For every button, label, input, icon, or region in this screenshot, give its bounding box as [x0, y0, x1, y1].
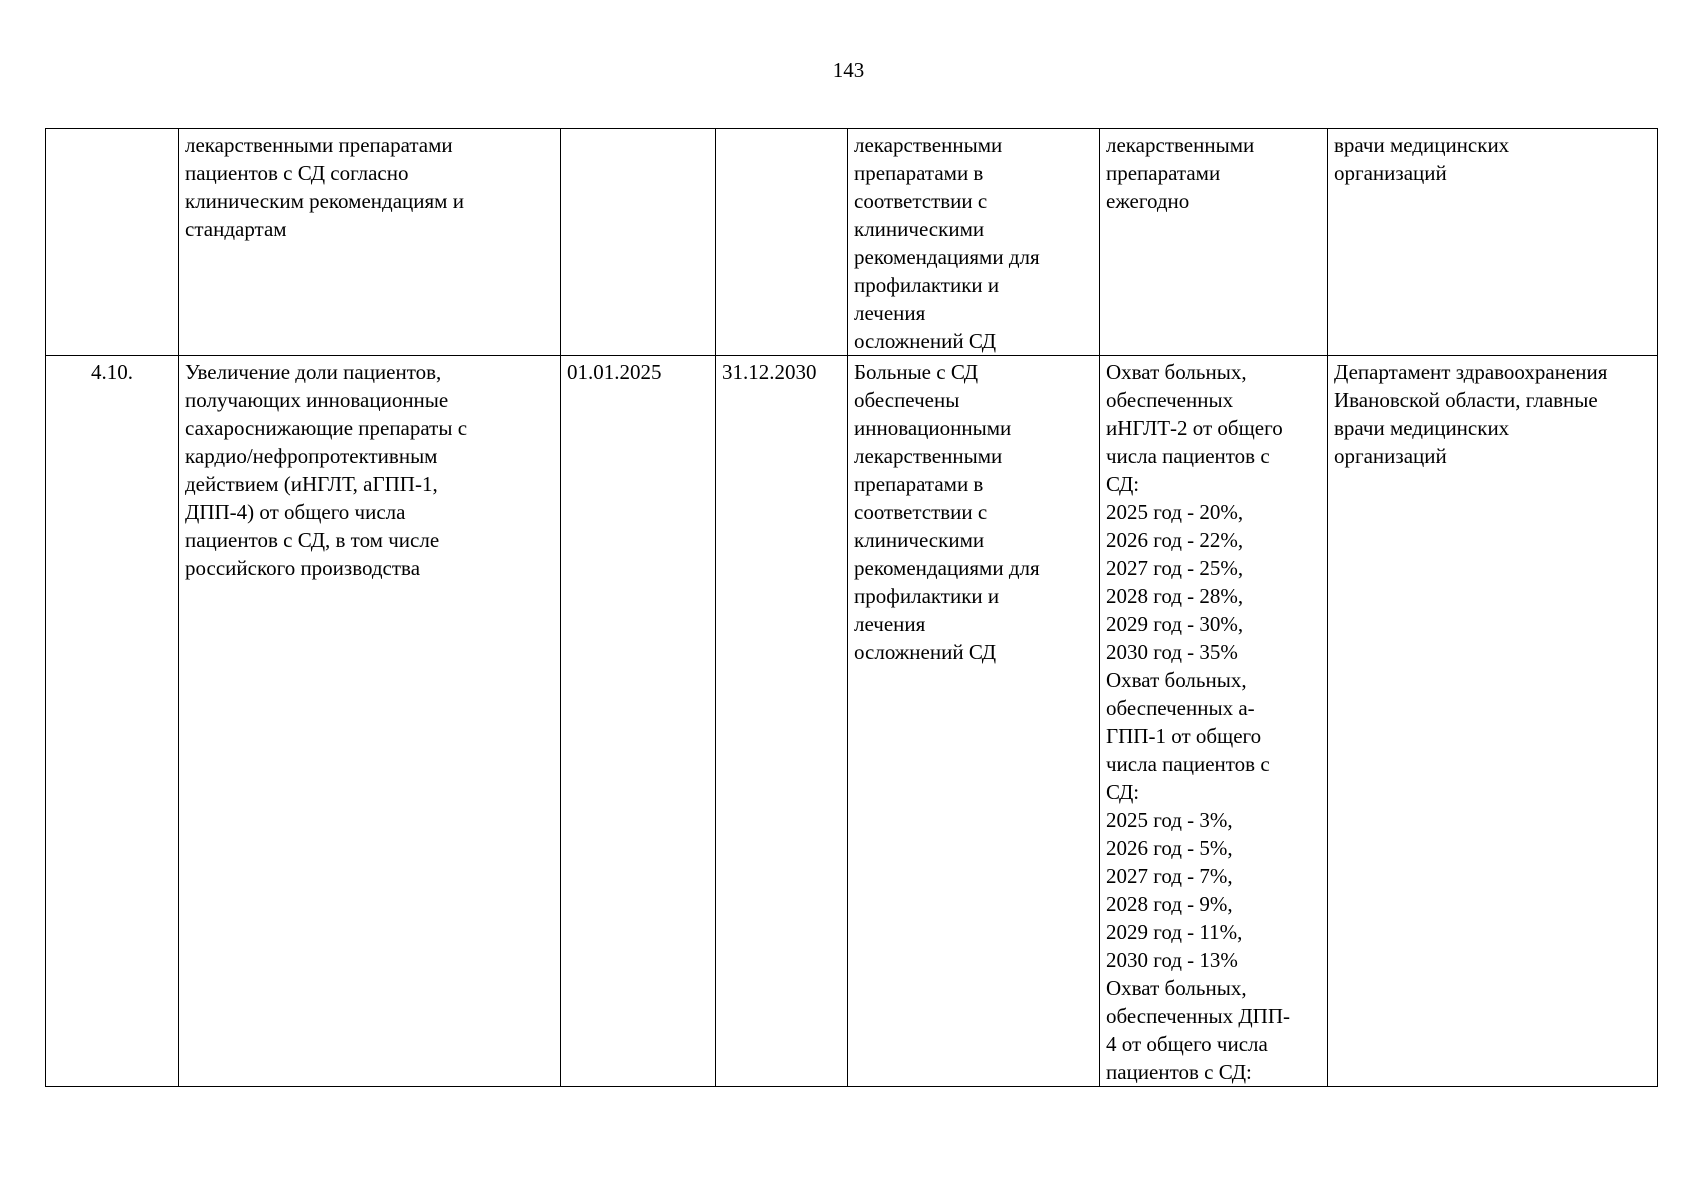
cell-measure-name: Увеличение доли пациентов, получающих инновационные сахароснижающие препараты с кардио/нефропротективным действием (иНГЛТ, аГПП-1, ДПП-4) от общего числа пациентов с СД, в том числе российского производства: [179, 356, 561, 1087]
cell-expected-result: Больные с СД обеспечены инновационными лекарственными препаратами в соответствии с клиническими рекомендациями для профилактики и лечения осложнений СД: [848, 356, 1100, 1087]
cell-start-date: 01.01.2025: [561, 356, 716, 1087]
measures-table: [45, 128, 1658, 1087]
cell-end-date: [716, 129, 848, 356]
cell-responsible: врачи медицинских организаций: [1328, 129, 1658, 356]
table-row: [46, 129, 1658, 356]
cell-expected-result: лекарственными препаратами в соответствии с клиническими рекомендациями для профилактики и лечения осложнений СД: [848, 129, 1100, 356]
cell-responsible: Департамент здравоохранения Ивановской области, главные врачи медицинских организаций: [1328, 356, 1658, 1087]
page-number: 143: [832, 58, 865, 82]
cell-number: 4.10.: [46, 356, 179, 1087]
cell-end-date: 31.12.2030: [716, 356, 848, 1087]
cell-indicator: Охват больных, обеспеченных иНГЛТ-2 от общего числа пациентов с СД: 2025 год - 20%, 2026 год - 22%, 2027 год - 25%, 2028 год - 28%, 2029 год - 30%, 2030 год - 35% Охват больных, обеспеченных а- ГПП-1 от общего числа пациентов с СД: 2025 год - 3%, 2026 год - 5%, 2027 год - 7%, 2028 год - 9%, 2029 год - 11%, 2030 год - 13% Охват больных, обеспеченных ДПП- 4 от общего числа пациентов с СД:: [1100, 356, 1328, 1087]
cell-measure-name: лекарственными препаратами пациентов с СД согласно клиническим рекомендациям и стандартам: [179, 129, 561, 356]
cell-indicator: лекарственными препаратами ежегодно: [1100, 129, 1328, 356]
cell-number: [46, 129, 179, 356]
table-row: [46, 356, 1658, 1087]
cell-start-date: [561, 129, 716, 356]
